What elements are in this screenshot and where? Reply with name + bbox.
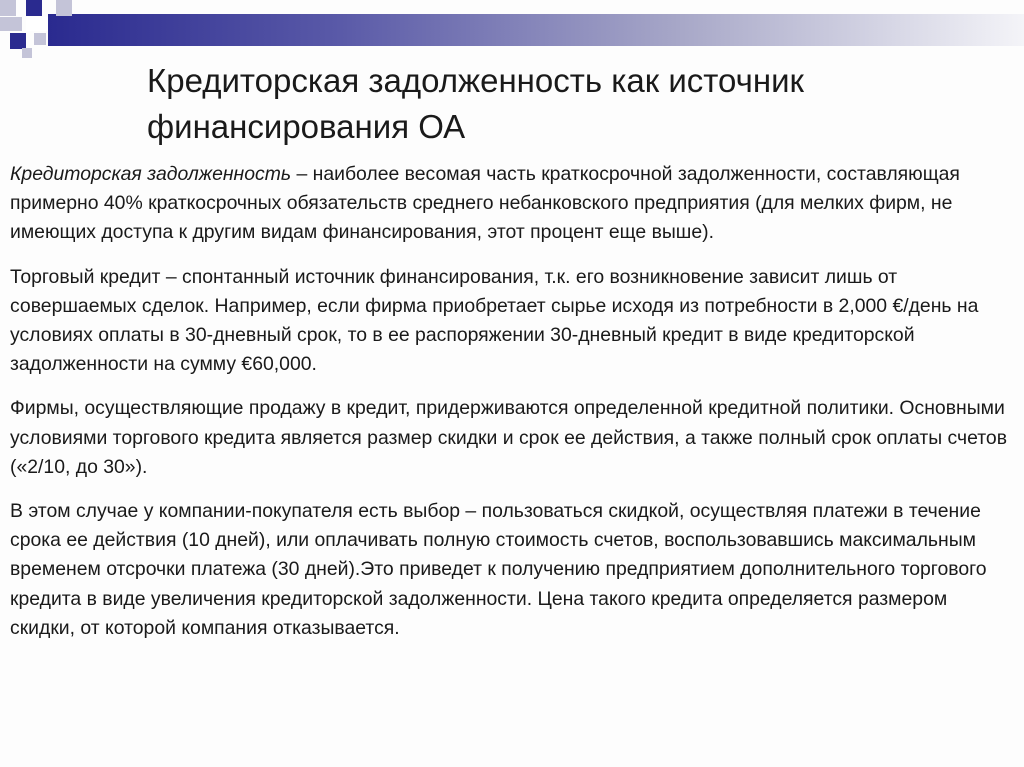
decor-square bbox=[0, 17, 22, 31]
decor-square bbox=[26, 0, 42, 16]
decor-square bbox=[22, 48, 32, 58]
paragraph-1 bbox=[10, 160, 1010, 248]
decor-square bbox=[26, 17, 48, 31]
paragraph-1-text: – наиболее весомая часть краткосрочной задолженности, составляющая примерно 40% краткосрочных обязательств среднего небанковского предприятия (для мелких фирм, не имеющих доступа к другим видам финансирования, этот процент еще выше). bbox=[10, 163, 960, 244]
decor-square bbox=[34, 33, 46, 45]
decor-square bbox=[0, 0, 16, 16]
paragraph-4: В этом случае у компании-покупателя есть выбор – пользоваться скидкой, осуществляя платежи в течение срока ее действия (10 дней), или оплачивать полную стоимость счетов, воспользовавшись максимальным временем отсрочки платежа (30 дней).Это приведет к получению предприятием дополнительного торгового кредита в виде увеличения кредиторской задолженности. Цена такого кредита определяется размером скидки, от которой компания отказывается. bbox=[10, 500, 987, 639]
paragraph-3: Фирмы, осуществляющие продажу в кредит, придерживаются определенной кредитной политики. Основными условиями торгового кредита является размер скидки и срок ее действия, а также полный срок оплаты счетов («2/10, до 30»). bbox=[10, 397, 1008, 478]
slide-body bbox=[10, 160, 1010, 658]
decor-square bbox=[56, 0, 72, 16]
term-italic: Кредиторская задолженность bbox=[10, 163, 292, 185]
slide-title: Кредиторская задолженность как источник финансирования ОА bbox=[147, 62, 804, 145]
paragraph-2: Торговый кредит – спонтанный источник финансирования, т.к. его возникновение зависит лишь от совершаемых сделок. Например, если фирма приобретает сырье исходя из потребности в 2,000 €/день на условиях оплаты в 30-дневный срок, то в ее распоряжении 30-дневный кредит в виде кредиторской задолженности на сумму €60,000. bbox=[10, 265, 979, 376]
decor-square bbox=[10, 33, 26, 49]
title-gradient-bar bbox=[48, 14, 1024, 46]
